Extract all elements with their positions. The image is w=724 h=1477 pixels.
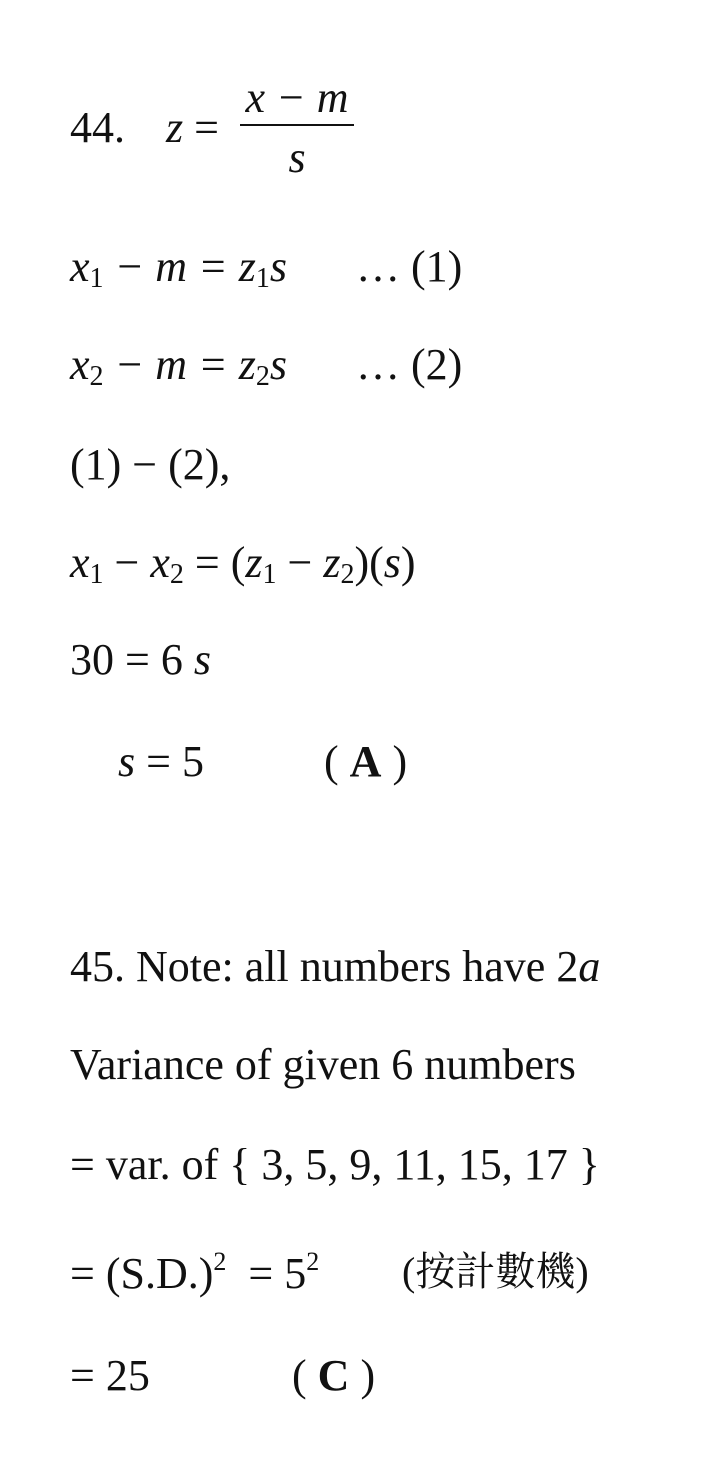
q44-z-lhs: z = [166,103,219,152]
q44-result: s = 5 [118,737,204,786]
q44-number: 44. [70,103,125,152]
q45-calculator-note: (按計數機) [402,1249,589,1294]
fraction-bar [240,124,354,126]
q44-subtract-step: (1) − (2), [70,440,231,489]
q44-numeric-step: 30 = 6 s [70,635,211,684]
q44-difference-equation: x1 − x2 = (z1 − z2)(s) [70,538,416,590]
q45-variance-heading: Variance of given 6 numbers [70,1040,576,1089]
q45-answer: ( C ) [292,1351,376,1400]
q44-equation-2: x2 − m = z2s [70,340,287,392]
q44-equation-1-ref: … (1) [356,242,463,291]
q45-result: = 25 [70,1351,150,1400]
q44-equation-1: x1 − m = z1s [70,242,287,294]
q45-sd-squared: = $(S.D.)^2 = 5^2$ [70,1247,320,1298]
q44-fraction [240,73,354,182]
fraction-numerator: x − m [245,73,349,122]
q45-note: 45. Note: all numbers have 2a [70,942,601,991]
q45-variance-set: = var. of { 3, 5, 9, 11, 15, 17 } [70,1140,600,1189]
fraction-denominator: s [288,133,306,182]
q44-answer: ( A ) [324,737,408,786]
q44-equation-2-ref: … (2) [356,340,463,389]
